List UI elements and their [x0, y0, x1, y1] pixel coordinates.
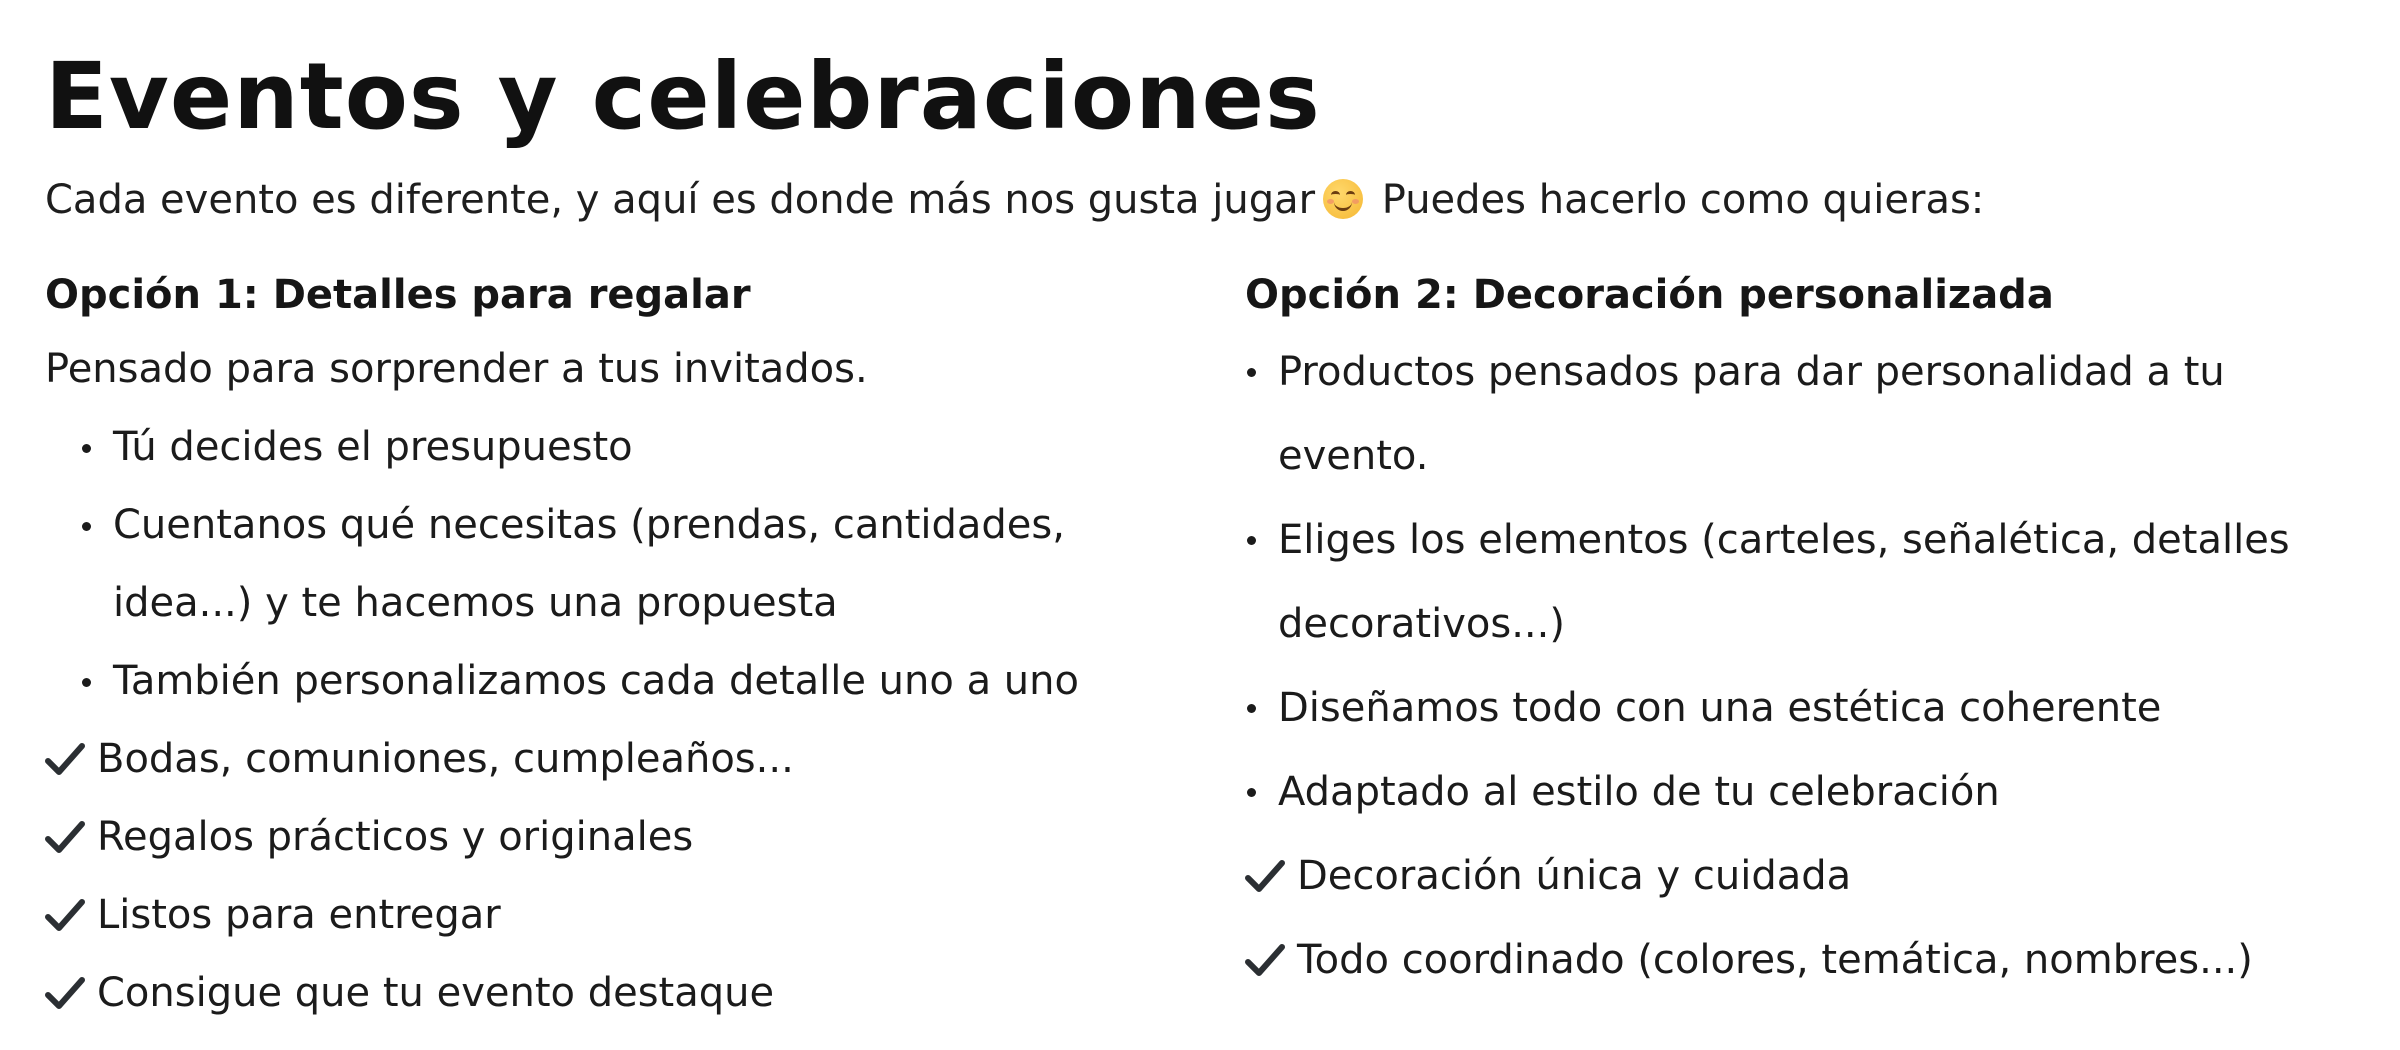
check-item-label: Bodas, comuniones, cumpleaños...: [97, 736, 794, 782]
check-item: [45, 954, 1195, 1032]
option-1-description: Pensado para sorprender a tus invitados.: [45, 346, 868, 392]
list-item: Diseñamos todo con una estética coherente: [1245, 666, 2375, 750]
intro-text-before: Cada evento es diferente, y aquí es donde más nos gusta jugar: [45, 177, 1316, 223]
check-item-label: Decoración única y cuidada: [1297, 853, 1852, 899]
checkmark-icon: [1245, 943, 1285, 979]
checkmark-icon: [45, 976, 85, 1012]
check-item-label: Regalos prácticos y originales: [97, 814, 694, 860]
checkmark-icon: [45, 898, 85, 934]
intro-text: [45, 172, 1984, 228]
option-2-bullet-list: [1245, 330, 2375, 834]
check-item: [45, 876, 1195, 954]
option-2-column: [1245, 260, 2375, 1002]
option-1-column: [45, 260, 1195, 1032]
list-item: Tú decides el presupuesto: [45, 408, 1195, 486]
list-item: Eliges los elementos (carteles, señalética, detalles decorativos...): [1245, 498, 2375, 666]
option-2-heading: Opción 2: Decoración personalizada: [1245, 272, 2054, 318]
checkmark-icon: [1245, 859, 1285, 895]
option-1-heading: Opción 1: Detalles para regalar: [45, 272, 751, 318]
list-item: Cuentanos qué necesitas (prendas, cantidades, idea...) y te hacemos una propuesta: [45, 486, 1195, 642]
check-item: [45, 720, 1195, 798]
intro-text-after: Puedes hacerlo como quieras:: [1381, 177, 1985, 223]
option-1-check-list: [45, 720, 1195, 1032]
list-item: Adaptado al estilo de tu celebración: [1245, 750, 2375, 834]
check-item: [45, 798, 1195, 876]
check-item-label: Listos para entregar: [97, 892, 501, 938]
check-item-label: Todo coordinado (colores, temática, nombres...): [1297, 937, 2253, 983]
events-page: [45, 0, 2375, 1050]
check-item: [1245, 918, 2375, 1002]
smiling-face-icon: [1323, 179, 1363, 219]
option-1-bullet-list: [45, 408, 1195, 720]
page-title: Eventos y celebraciones: [45, 43, 1321, 150]
checkmark-icon: [45, 820, 85, 856]
check-item: [1245, 834, 2375, 918]
check-item-label: Consigue que tu evento destaque: [97, 970, 775, 1016]
list-item: Productos pensados para dar personalidad a tu evento.: [1245, 330, 2375, 498]
list-item: También personalizamos cada detalle uno a uno: [45, 642, 1195, 720]
option-2-check-list: [1245, 834, 2375, 1002]
checkmark-icon: [45, 742, 85, 778]
